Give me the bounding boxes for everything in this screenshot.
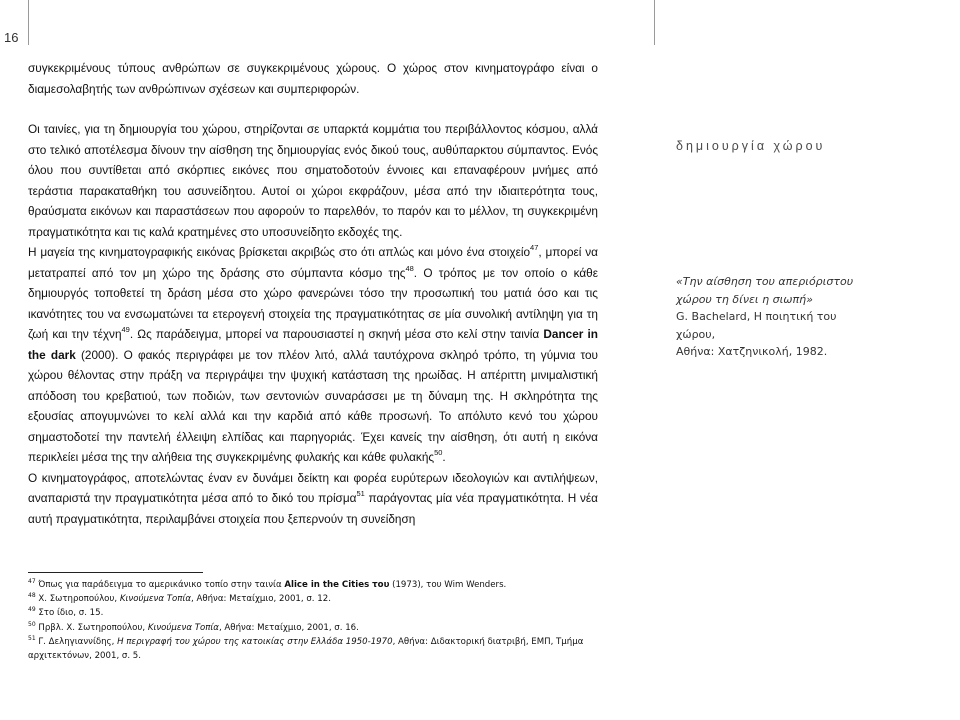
footnote-ref-49: 49 bbox=[121, 325, 130, 334]
footnotes bbox=[28, 578, 598, 663]
film-title: Dancer in the dark bbox=[28, 327, 598, 362]
footnote-ref-50: 50 bbox=[434, 448, 443, 457]
paragraph-1: Οι ταινίες, για τη δημιουργία του χώρου, στηρίζονται σε υπαρκτά κομμάτια του περιβάλλοντος κόσμου, αλλά στο τελικό αποτέλεσμα δίνουν την αίσθηση της δημιουργίας ενός δικού τους, αυθύπαρκτου σύμπαντος. Ενός όλου που συντίθεται από σκόρπιες εικόνες που σηματοδοτούν έννοιες και επαναφέρουν μνήμες από τεράστια παρακαταθήκη του ασυνείδητου. Αυτοί οι χώροι εκφράζουν, μέσα από την ιδιαιτερότητα τους, θραύσματα εικόνων και παραστάσεων που αφορούν το παρελθόν, το παρόν και το μέλλον, τη συγκεκριμένη πραγματικότητα και τις καλά κρατημένες στο υποσυνείδητο εκδοχές της. bbox=[28, 122, 598, 239]
page-number: 16 bbox=[4, 30, 19, 45]
footnote-51: $^{51}$ Γ. Δεληγιαννίδης, Η περιγραφή του χώρου της κατοικίας στην Ελλάδα 1950-1970, Αθήνα: Διδακτορική διατριβή, ΕΜΠ, Τμήμα αρχιτεκτόνων, 2001, σ. 5. bbox=[28, 634, 584, 662]
footnote-ref-47: 47 bbox=[530, 243, 539, 252]
footnote-47: $^{47}$ Όπως για παράδειγμα το αμερικάνικο τοπίο στην ταινία Alice in the Cities του (1973), του Wim Wenders. bbox=[28, 578, 507, 590]
left-margin-line bbox=[28, 0, 29, 45]
footnote-separator bbox=[28, 572, 203, 573]
footnote-ref-48: 48 bbox=[405, 263, 414, 273]
quote-publication: Αθήνα: Χατζηνικολή, 1982. bbox=[676, 345, 828, 358]
intro-paragraph: συγκεκριμένους τύπους ανθρώπων σε συγκεκριμένους χώρους. Ο χώρος στον κινηματογράφο είναι ο διαμεσολαβητής των ανθρώπινων σχέσεων και συμπεριφορών. bbox=[28, 61, 598, 96]
footnote-49: $^{49}$ Στο ίδιο, σ. 15. bbox=[28, 606, 104, 619]
quote-line-2: χώρου τη δίνει η σιωπή» bbox=[676, 292, 813, 306]
quote-line-1: «Την αίσθηση του απεριόριστου bbox=[676, 275, 854, 288]
footnote-50: $^{50}$ Πρβλ. Χ. Σωτηροπούλου, Κινούμενα Τοπία, Αθήνα: Μεταίχμιο, 2001, σ. 16. bbox=[28, 620, 359, 633]
quote-author: G. Bachelard, Η ποιητική του χώρου, bbox=[676, 310, 837, 341]
main-text bbox=[28, 58, 598, 529]
footnote-ref-51: 51 bbox=[356, 489, 365, 498]
sidebar-title: δημιουργία χώρου bbox=[676, 139, 826, 153]
paragraph-2: Η μαγεία της κινηματογραφικής εικόνας βρίσκεται ακριβώς στο ότι απλώς και μόνο ένα στοιχείο$^{47}$, μπορεί να μετατραπεί από τον μη χώρο της δράσης στο σύμπαντα κόσμο της$^{48}$. Ο τρόπος με τον οποίο ο κάθε δημιουργός τοποθετεί τη δράση μέσα στο χώρο φανερώνει τόσο την προσωπική του ματιά όσο και τις ικανότητες του να ενσωματώνει τα ετερογενή στοιχεία της πραγματικότητας σε μία συνολική αντίληψη για τη ζωή και την τέχνη$^{49}$. Ως παράδειγμα, μπορεί να παρουσιαστεί η σκηνή μέσα στο κελί στην ταινία Dancer in the dark (2000). Ο φακός περιγράφει με τον πλέον λιτό, αλλά ταυτόχρονα σκληρό τρόπο, τη γύμνια του χώρου θέλοντας στην πράξη να περιγράψει την ψυχική κατάσταση της ηρωίδας. Η απέριττη μινιμαλιστική απόδοση του κρεβατιού, των ποδιών, των σεντονιών συναράσσει με τη δύναμη της. Η σκληρότητα της εξουσίας απογυμνώνει το κελί αλλά και την καρδιά από κάθε προσωνή. Το απόλυτο κενό του χώρου σημαστοδοτεί την παντελή έλλειψη ελπίδας και παρηγοριάς. Έχει κανείς την αίσθηση, ότι αυτή η εικόνα περικλείει μέσα της την αλήθεια της συγκεκριμένης φυλακής και κάθε φυλακής$^{50}$. bbox=[28, 243, 598, 464]
right-margin-line bbox=[654, 0, 655, 45]
paragraph-3: Ο κινηματογράφος, αποτελώντας έναν εν δυνάμει δείκτη και φορέα ευρύτερων ιδεολογιών και αντιλήψεων, αναπαριστά την πραγματικότητα μέσα από το δικό του πρίσμα$^{51}$ παράγοντας μία νέα πραγματικότητα. Η νέα αυτή πραγματικότητα, περιλαμβάνει στοιχεία που ξεπερνούν τη συνείδηση bbox=[28, 470, 599, 526]
sidebar-quote bbox=[676, 273, 876, 361]
footnote-48: $^{48}$ Χ. Σωτηροπούλου, Κινούμενα Τοπία, Αθήνα: Μεταίχμιο, 2001, σ. 12. bbox=[28, 592, 331, 605]
